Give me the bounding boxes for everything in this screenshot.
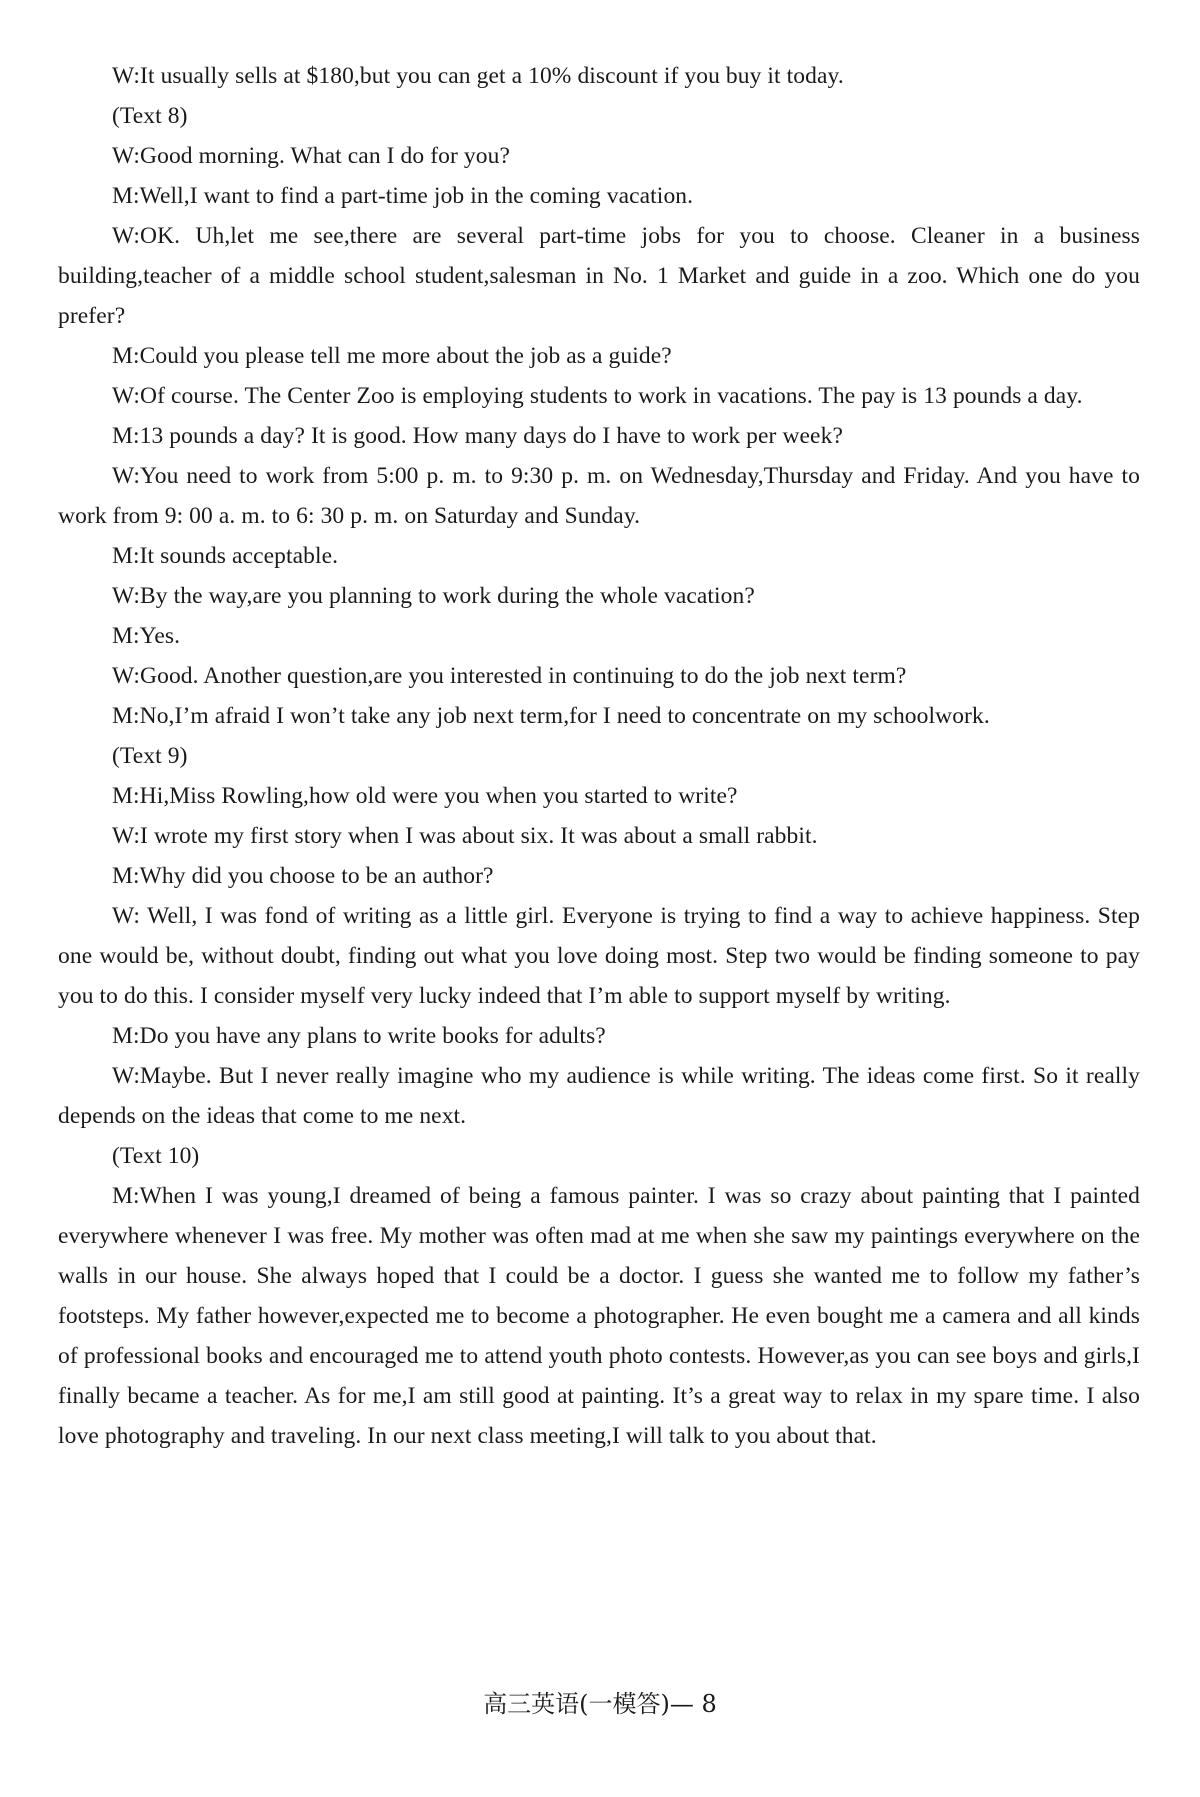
paragraph: M:Hi,Miss Rowling,how old were you when you started to write? [112, 783, 738, 809]
paragraph: W:Good. Another question,are you interested in continuing to do the job next term? [112, 663, 907, 689]
section-heading-text-10: (Text 10) [112, 1143, 200, 1169]
paragraph: M:13 pounds a day? It is good. How many days do I have to work per week? [112, 423, 843, 449]
paragraph: W:Of course. The Center Zoo is employing students to work in vacations. The pay is 13 pounds a day. [112, 383, 1083, 409]
paragraph: M:Well,I want to find a part-time job in the coming vacation. [112, 183, 694, 209]
paragraph: M:Could you please tell me more about the job as a guide? [112, 343, 672, 369]
paragraph: W:Maybe. But I never really imagine who my audience is while writing. The ideas come first. So it really depends on the ideas that come to me next. [58, 1063, 1140, 1129]
document-body [58, 56, 1140, 1456]
paragraph: M:When I was young,I dreamed of being a famous painter. I was so crazy about painting that I painted everywhere whenever I was free. My mother was often mad at me when she saw my paintings everywhere on the walls in our house. She always hoped that I could be a doctor. I guess she wanted me to follow my father’s footsteps. My father however,expected me to become a photographer. He even bought me a camera and all kinds of professional books and encouraged me to attend youth photo contests. However,as you can see boys and girls,I finally became a teacher. As for me,I am still good at painting. It’s a great way to relax in my spare time. I also love photography and traveling. In our next class meeting,I will talk to you about that. [58, 1183, 1140, 1449]
paragraph: M:Why did you choose to be an author? [112, 863, 494, 889]
paragraph: W: Well, I was fond of writing as a little girl. Everyone is trying to find a way to achieve happiness. Step one would be, without doubt, finding out what you love doing most. Step two would be finding someone to pay you to do this. I consider myself very lucky indeed that I’m able to support myself by writing. [58, 903, 1140, 1009]
paragraph: W:You need to work from 5:00 p. m. to 9:30 p. m. on Wednesday,Thursday and Friday. And you have to work from 9: 00 a. m. to 6: 30 p. m. on Saturday and Sunday. [58, 463, 1140, 529]
paragraph: W:By the way,are you planning to work during the whole vacation? [112, 583, 755, 609]
paragraph: M:Yes. [112, 623, 181, 649]
paragraph: W:I wrote my first story when I was about six. It was about a small rabbit. [112, 823, 818, 849]
paragraph: M:Do you have any plans to write books for adults? [112, 1023, 606, 1049]
section-heading-text-9: (Text 9) [112, 743, 188, 769]
paragraph: W:OK. Uh,let me see,there are several part-time jobs for you to choose. Cleaner in a business building,teacher of a middle school student,salesman in No. 1 Market and guide in a zoo. Which one do you prefer? [58, 223, 1140, 329]
paragraph: W:Good morning. What can I do for you? [112, 143, 510, 169]
paragraph-text7-price: W:It usually sells at $180,but you can get a 10% discount if you buy it today. [112, 63, 844, 89]
page-footer: 高三英语(一模答)— 8 [483, 1690, 717, 1718]
paragraph: M:No,I’m afraid I won’t take any job next term,for I need to concentrate on my schoolwork. [112, 703, 990, 729]
paragraph: M:It sounds acceptable. [112, 543, 339, 569]
section-heading-text-8: (Text 8) [112, 103, 188, 129]
